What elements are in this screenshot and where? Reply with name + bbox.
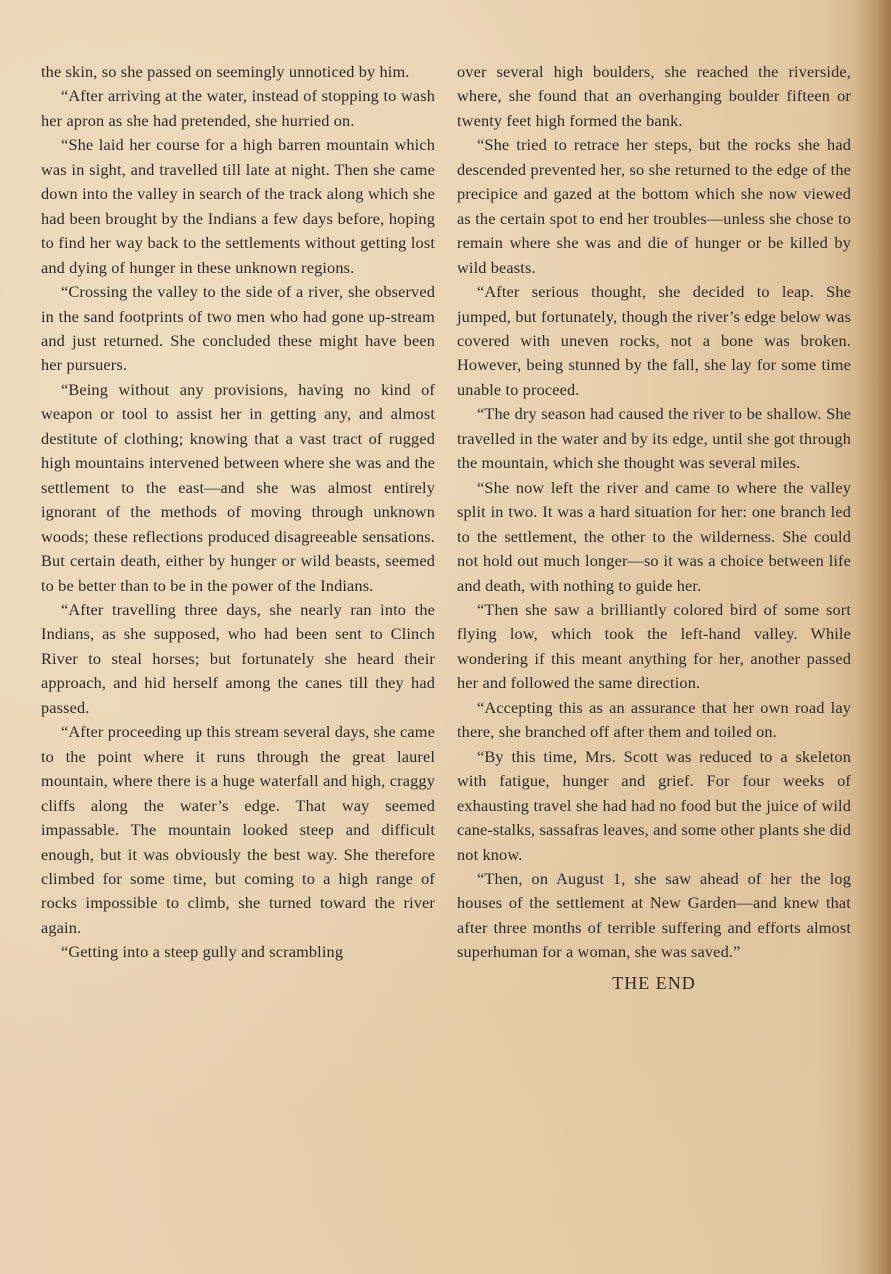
paragraph: “Then she saw a brilliantly colored bird of some sort flying low, which took the left-hand valley. While wondering if this meant anything for her, another passed her and followed the same direction.	[457, 599, 851, 693]
left-column	[41, 60, 435, 965]
right-column	[457, 60, 851, 995]
paragraph: “Crossing the valley to the side of a river, she observed in the sand footprints of two men who had gone up-stream and just returned. She concluded these might have been her pursuers.	[41, 282, 435, 375]
paragraph: “Being without any provisions, having no kind of weapon or tool to assist her in getting any, and almost destitute of clothing; knowing that a vast tract of rugged high mountains intervened between where she was and the settlement to the east—and she was almost entirely ignorant of the methods of moving through unknown woods; these reflections produced disagreeable sensations. But certain death, either by hunger or wild beasts, seemed to be better than to be in the power of the Indians.	[41, 379, 435, 595]
the-end-heading: THE END	[612, 972, 696, 993]
page-edge-shadow	[857, 0, 891, 1274]
paragraph: over several high boulders, she reached the riverside, where, she found that an overhanging boulder fifteen or twenty feet high formed the bank.	[457, 62, 851, 130]
paragraph: the skin, so she passed on seemingly unnoticed by him.	[41, 62, 410, 81]
paragraph: “She tried to retrace her steps, but the rocks she had descended prevented her, so she returned to the edge of the precipice and gazed at the bottom which she now viewed as the certain spot to end her troubles—unless she chose to remain where she was and die of hunger or be killed by wild beasts.	[457, 135, 851, 277]
paragraph: “After proceeding up this stream several days, she came to the point where it runs through the great laurel mountain, where there is a huge waterfall and high, craggy cliffs along the water’s edge. That way seemed impassable. The mountain looked steep and difficult enough, but it was obviously the best way. She therefore climbed for some time, but coming to a high range of rocks impossible to climb, she turned toward the river again.	[41, 722, 435, 937]
paragraph: “She laid her course for a high barren mountain which was in sight, and travelled till late at night. Then she came down into the valley in search of the track along which she had been brought by the Indians a few days before, hoping to find her way back to the settlements without getting lost and dying of hunger in these unknown regions.	[41, 135, 435, 277]
paragraph: “Accepting this as an assurance that her own road lay there, she branched off after them and toiled on.	[457, 697, 851, 742]
paragraph: “Getting into a steep gully and scrambling	[61, 942, 344, 962]
paragraph: “The dry season had caused the river to be shallow. She travelled in the water and by its edge, until she got through the mountain, which she thought was several miles.	[457, 404, 851, 473]
paragraph: “Then, on August 1, she saw ahead of her the log houses of the settlement at New Garden—and knew that after three months of terrible suffering and efforts almost superhuman for a woman, she was saved.”	[457, 868, 851, 962]
paragraph: “After arriving at the water, instead of stopping to wash her apron as she had pretended, she hurried on.	[41, 86, 435, 130]
paragraph: “She now left the river and came to where the valley split in two. It was a hard situation for her: one branch led to the settlement, the other to the wilderness. She could not hold out much longer—so it was a choice between life and death, with nothing to guide her.	[457, 477, 851, 595]
paragraph: “After serious thought, she decided to leap. She jumped, but fortunately, though the river’s edge below was covered with uneven rocks, not a bone was broken. However, being stunned by the fall, she lay for some time unable to proceed.	[457, 282, 851, 399]
paragraph: “By this time, Mrs. Scott was reduced to a skeleton with fatigue, hunger and grief. For four weeks of exhausting travel she had had no food but the juice of wild cane-stalks, sassafras leaves, and some other plants she did not know.	[457, 746, 851, 864]
paragraph: “After travelling three days, she nearly ran into the Indians, as she supposed, who had been sent to Clinch River to steal horses; but fortunately she heard their approach, and hid herself among the canes till they had passed.	[41, 599, 435, 717]
